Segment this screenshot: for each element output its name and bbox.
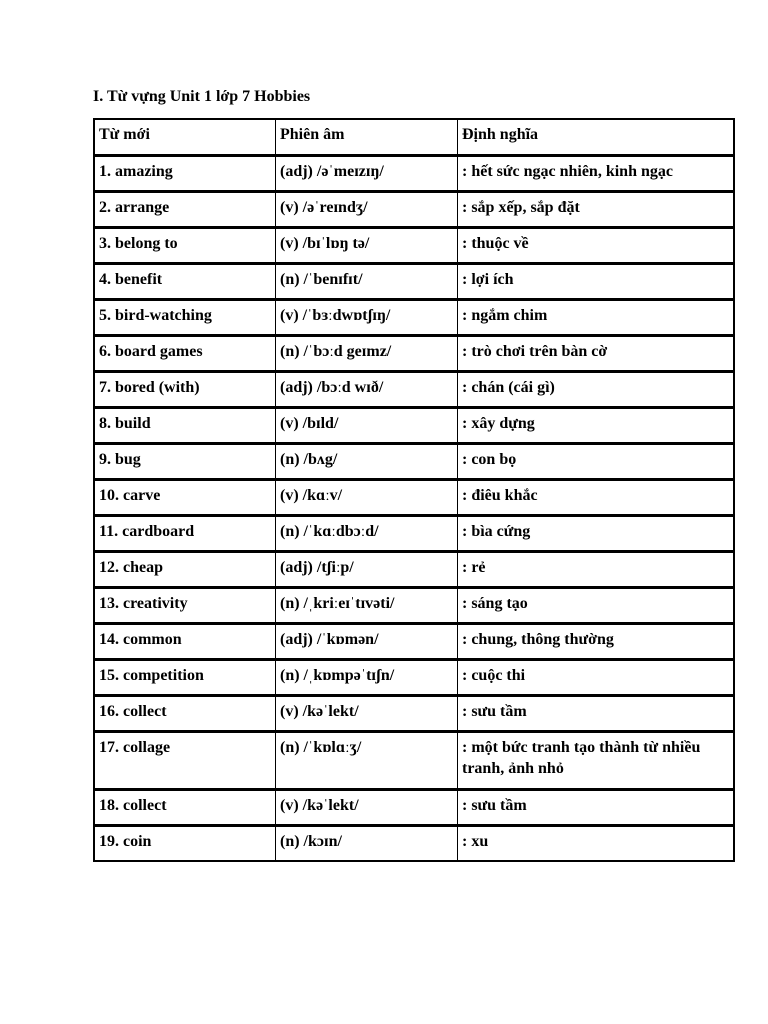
vocab-pronunciation: (adj) /bɔːd wɪð/ [276,371,458,407]
table-row [94,623,734,659]
vocab-pronunciation: (n) /kɔɪn/ [276,825,458,861]
vocabulary-table-frame [93,118,735,862]
vocab-word: 7. bored (with) [94,371,276,407]
vocabulary-table-body [94,119,734,861]
vocab-pronunciation: (v) /ˈbɜːdwɒtʃɪŋ/ [276,299,458,335]
table-row [94,731,734,789]
vocab-pronunciation: (n) /ˈkɒlɑːʒ/ [276,731,458,789]
vocab-pronunciation: (v) /kəˈlekt/ [276,789,458,825]
vocab-pronunciation: (n) /ˈbenɪfɪt/ [276,263,458,299]
vocab-word: 11. cardboard [94,515,276,551]
vocab-word: 5. bird-watching [94,299,276,335]
vocab-definition: : sưu tầm [458,789,734,825]
table-row [94,515,734,551]
page-title: I. Từ vựng Unit 1 lớp 7 Hobbies [93,88,311,105]
table-row [94,695,734,731]
vocab-word: 14. common [94,623,276,659]
table-row [94,227,734,263]
vocab-definition: : xây dựng [458,407,734,443]
vocab-definition: : rẻ [458,551,734,587]
vocab-definition: : một bức tranh tạo thành từ nhiều tranh, ảnh nhỏ [458,731,734,789]
vocab-definition: : chung, thông thường [458,623,734,659]
table-row [94,335,734,371]
vocab-pronunciation: (v) /bɪld/ [276,407,458,443]
vocab-pronunciation: (n) /ˈkɑːdbɔːd/ [276,515,458,551]
vocab-pronunciation: (n) /bʌg/ [276,443,458,479]
vocab-word: 2. arrange [94,191,276,227]
vocab-word: 13. creativity [94,587,276,623]
vocab-pronunciation: (adj) /tʃiːp/ [276,551,458,587]
vocab-definition: : điêu khắc [458,479,734,515]
table-row [94,191,734,227]
table-row [94,443,734,479]
vocab-pronunciation: (n) /ˈbɔːd geɪmz/ [276,335,458,371]
vocab-word: 17. collage [94,731,276,789]
vocab-pronunciation: (v) /kɑːv/ [276,479,458,515]
header-definition: Định nghĩa [458,119,734,155]
table-row [94,371,734,407]
table-row [94,825,734,861]
table-row [94,479,734,515]
table-row [94,155,734,191]
vocab-definition: : lợi ích [458,263,734,299]
table-row [94,587,734,623]
vocab-pronunciation: (v) /kəˈlekt/ [276,695,458,731]
table-row [94,299,734,335]
vocab-word: 3. belong to [94,227,276,263]
vocab-definition: : cuộc thi [458,659,734,695]
vocab-pronunciation: (adj) /əˈmeɪzɪŋ/ [276,155,458,191]
vocab-definition: : ngắm chim [458,299,734,335]
vocab-definition: : trò chơi trên bàn cờ [458,335,734,371]
vocab-word: 12. cheap [94,551,276,587]
vocab-definition: : chán (cái gì) [458,371,734,407]
vocab-word: 15. competition [94,659,276,695]
vocab-definition: : sáng tạo [458,587,734,623]
vocab-word: 16. collect [94,695,276,731]
table-row [94,659,734,695]
header-pronunciation: Phiên âm [276,119,458,155]
table-row [94,551,734,587]
vocab-definition: : sưu tầm [458,695,734,731]
vocab-word: 10. carve [94,479,276,515]
vocab-pronunciation: (v) /əˈreɪndʒ/ [276,191,458,227]
vocab-word: 8. build [94,407,276,443]
table-row [94,263,734,299]
table-row [94,407,734,443]
header-word: Từ mới [94,119,276,155]
vocab-pronunciation: (n) /ˌkriːeɪˈtɪvəti/ [276,587,458,623]
vocab-word: 6. board games [94,335,276,371]
vocab-pronunciation: (v) /bɪˈlɒŋ tə/ [276,227,458,263]
vocab-pronunciation: (adj) /ˈkɒmən/ [276,623,458,659]
vocab-word: 9. bug [94,443,276,479]
vocab-definition: : con bọ [458,443,734,479]
vocab-definition: : hết sức ngạc nhiên, kinh ngạc [458,155,734,191]
vocab-word: 19. coin [94,825,276,861]
vocab-word: 4. benefit [94,263,276,299]
vocabulary-table [94,119,734,861]
vocab-pronunciation: (n) /ˌkɒmpəˈtɪʃn/ [276,659,458,695]
vocab-definition: : xu [458,825,734,861]
table-row [94,789,734,825]
vocab-word: 18. collect [94,789,276,825]
vocab-definition: : sắp xếp, sắp đặt [458,191,734,227]
vocab-definition: : bìa cứng [458,515,734,551]
vocab-word: 1. amazing [94,155,276,191]
table-header-row [94,119,734,155]
vocab-definition: : thuộc về [458,227,734,263]
